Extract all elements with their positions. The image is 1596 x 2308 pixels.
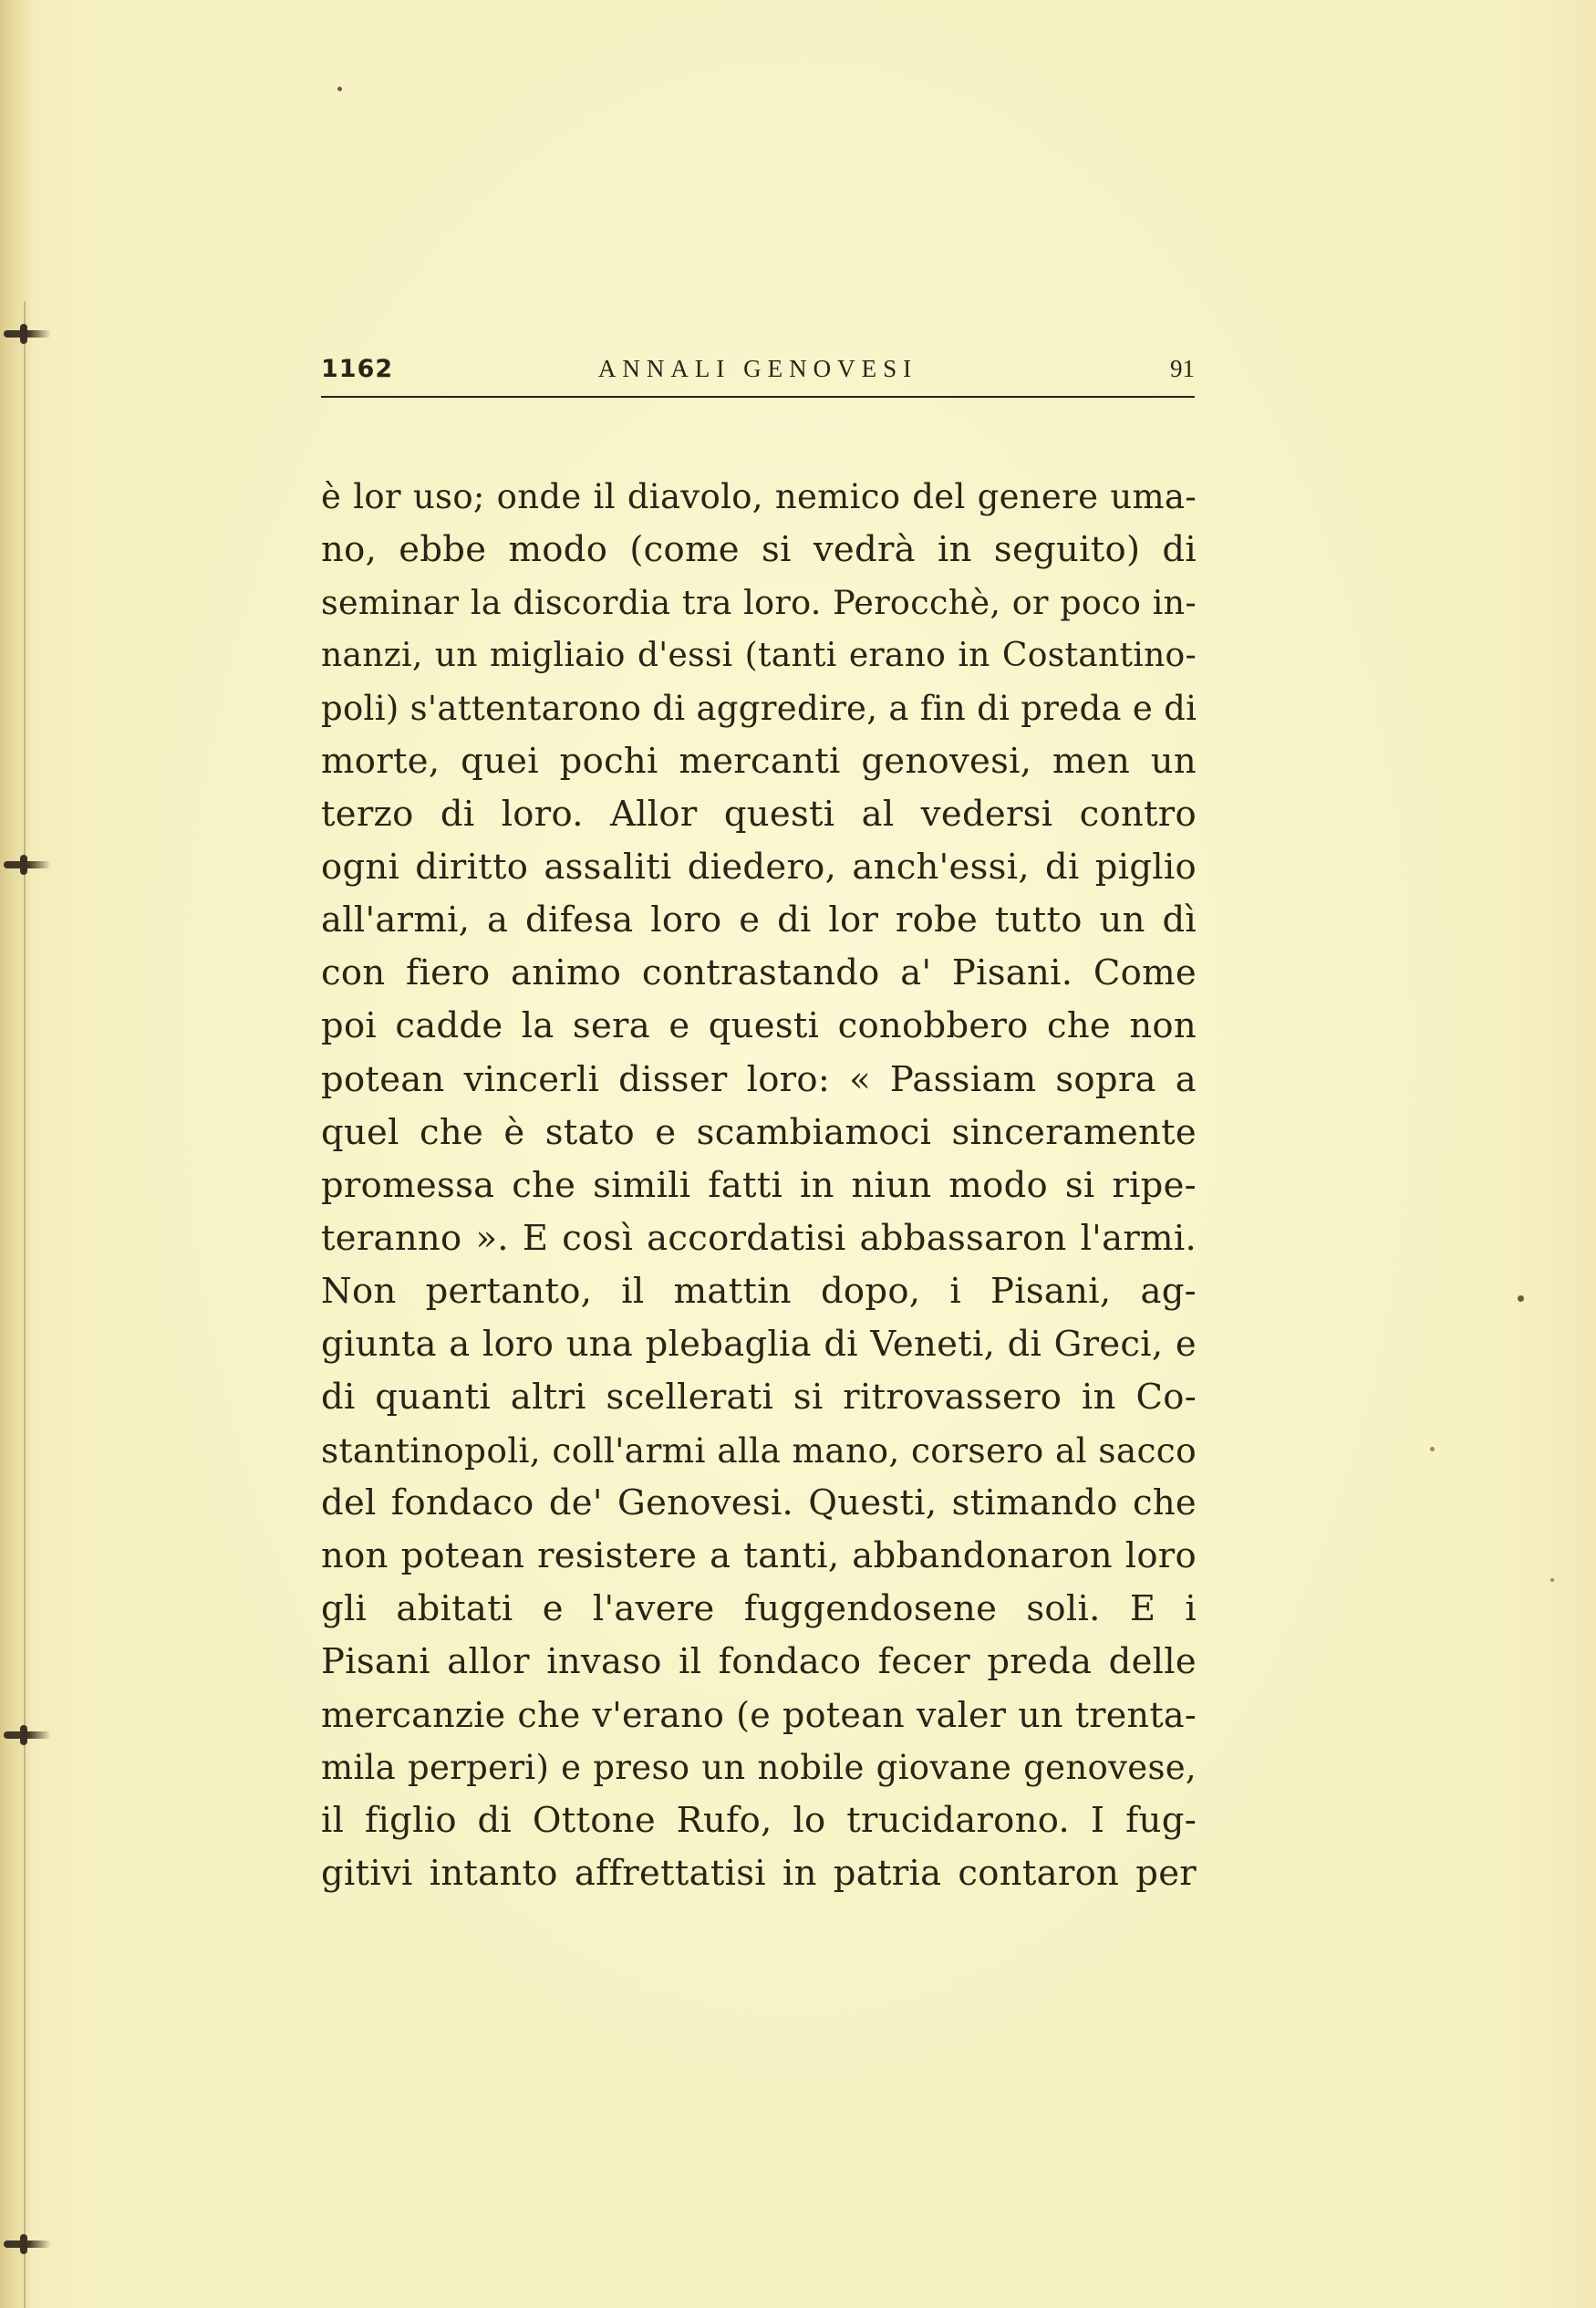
text-line: nanzi, un migliaio d'essi (tanti erano in Costantino-	[321, 637, 1197, 675]
text-line: Non pertanto, il mattin dopo, i Pisani, ag-	[321, 1270, 1197, 1312]
text-line: con fiero animo contrastando a' Pisani. Come	[321, 952, 1197, 994]
text-line: potean vincerli disser loro: « Passiam sopra a	[321, 1058, 1197, 1100]
binding-edge	[0, 0, 33, 2308]
paper-speck	[1430, 1447, 1435, 1451]
text-line: gli abitati e l'avere fuggendosene soli. E i	[321, 1587, 1197, 1629]
binding-stitch	[4, 330, 51, 338]
header-rule	[321, 396, 1195, 398]
text-line: terzo di loro. Allor questi al vedersi contro	[321, 794, 1197, 836]
binding-crease	[24, 301, 26, 2308]
binding-stitch	[4, 861, 51, 868]
text-line: no, ebbe modo (come si vedrà in seguito) di	[321, 529, 1197, 571]
text-line: poli) s'attentarono di aggredire, a fin di preda e di	[321, 689, 1197, 729]
paper-speck	[1550, 1578, 1554, 1582]
text-line: all'armi, a difesa loro e di lor robe tutto un dì	[321, 899, 1197, 941]
text-line: stantinopoli, coll'armi alla mano, corsero al sacco	[321, 1430, 1197, 1471]
text-line: mila perperi) e preso un nobile giovane genovese,	[321, 1748, 1197, 1788]
text-line: non potean resistere a tanti, abbandonaron loro	[321, 1534, 1197, 1576]
text-line: Pisani allor invaso il fondaco fecer preda delle	[321, 1641, 1197, 1683]
header-title: ANNALI GENOVESI	[597, 355, 918, 382]
text-line: teranno ». E così accordatisi abbassaron l'armi.	[321, 1217, 1197, 1259]
text-line: il figlio di Ottone Rufo, lo trucidarono. I fug-	[321, 1800, 1197, 1842]
text-line: del fondaco de' Genovesi. Questi, stimando che	[321, 1481, 1197, 1523]
paper-speck	[337, 87, 342, 91]
paper-speck	[1518, 1295, 1524, 1302]
text-line: quel che è stato e scambiamoci sinceramente	[321, 1111, 1197, 1153]
text-line: seminar la discordia tra loro. Perocchè, or poco in-	[321, 583, 1197, 623]
text-line: di quanti altri scellerati si ritrovassero in Co-	[321, 1376, 1197, 1418]
text-line: mercanzie che v'erano (e potean valer un trenta-	[321, 1695, 1197, 1736]
page-number: 91	[1170, 355, 1195, 382]
text-line: è lor uso; onde il diavolo, nemico del genere uma-	[321, 477, 1197, 516]
text-line: poi cadde la sera e questi conobbero che non	[321, 1005, 1197, 1047]
header-year: 1162	[321, 355, 394, 383]
text-line: promessa che simili fatti in niun modo si ripe-	[321, 1164, 1197, 1206]
binding-stitch	[4, 2240, 51, 2248]
running-header	[321, 349, 1195, 395]
body-text	[321, 471, 1197, 1900]
binding-stitch	[4, 1731, 51, 1739]
text-line: gitivi intanto affrettatisi in patria contaron per	[321, 1853, 1197, 1895]
text-line: morte, quei pochi mercanti genovesi, men un	[321, 741, 1197, 783]
text-line: giunta a loro una plebaglia di Veneti, di Greci, e	[321, 1323, 1197, 1365]
text-line: ogni diritto assaliti diedero, anch'essi, di piglio	[321, 847, 1197, 889]
